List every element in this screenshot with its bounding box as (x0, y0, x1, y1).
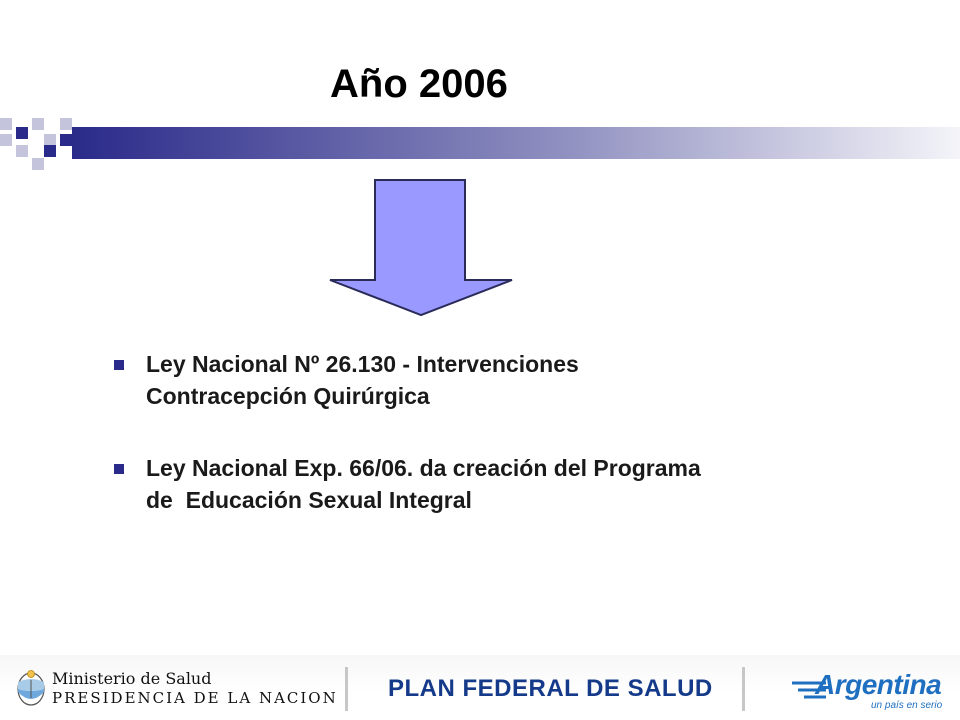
deco-square (44, 145, 56, 157)
deco-square (16, 145, 28, 157)
footer-separator (345, 667, 348, 711)
presidency-name: PRESIDENCIA DE LA NACION (52, 689, 338, 707)
header-gradient-bar (72, 127, 960, 159)
bullet-text-line: Ley Nacional Exp. 66/06. da creación del Programa (146, 455, 701, 481)
square-bullet-icon (114, 464, 124, 474)
deco-square (0, 134, 12, 146)
bullet-text-line: de Educación Sexual Integral (146, 487, 472, 513)
bullet-list (110, 348, 890, 556)
bullet-text-line: Contracepción Quirúrgica (146, 383, 430, 409)
ministry-name: Ministerio de Salud (52, 669, 212, 688)
argentina-tagline: un país en serio (871, 700, 943, 711)
argentina-coat-of-arms-icon (16, 668, 46, 708)
plan-federal-logo: PLAN FEDERAL DE SALUD (388, 675, 713, 702)
square-bullet-icon (114, 360, 124, 370)
bullet-item (110, 452, 890, 516)
slide-title: Año 2006 (330, 62, 508, 106)
footer (0, 655, 960, 720)
down-arrow-icon (328, 178, 514, 318)
argentina-brand-logo: Argentina (815, 669, 942, 700)
deco-square (16, 127, 28, 139)
footer-separator (742, 667, 745, 711)
bullet-item (110, 348, 890, 412)
deco-square (32, 158, 44, 170)
bullet-text-line: Ley Nacional Nº 26.130 - Intervenciones (146, 351, 579, 377)
deco-square (60, 118, 72, 130)
deco-square (60, 134, 72, 146)
deco-square (0, 118, 12, 130)
deco-square (32, 118, 44, 130)
deco-square (44, 134, 56, 146)
